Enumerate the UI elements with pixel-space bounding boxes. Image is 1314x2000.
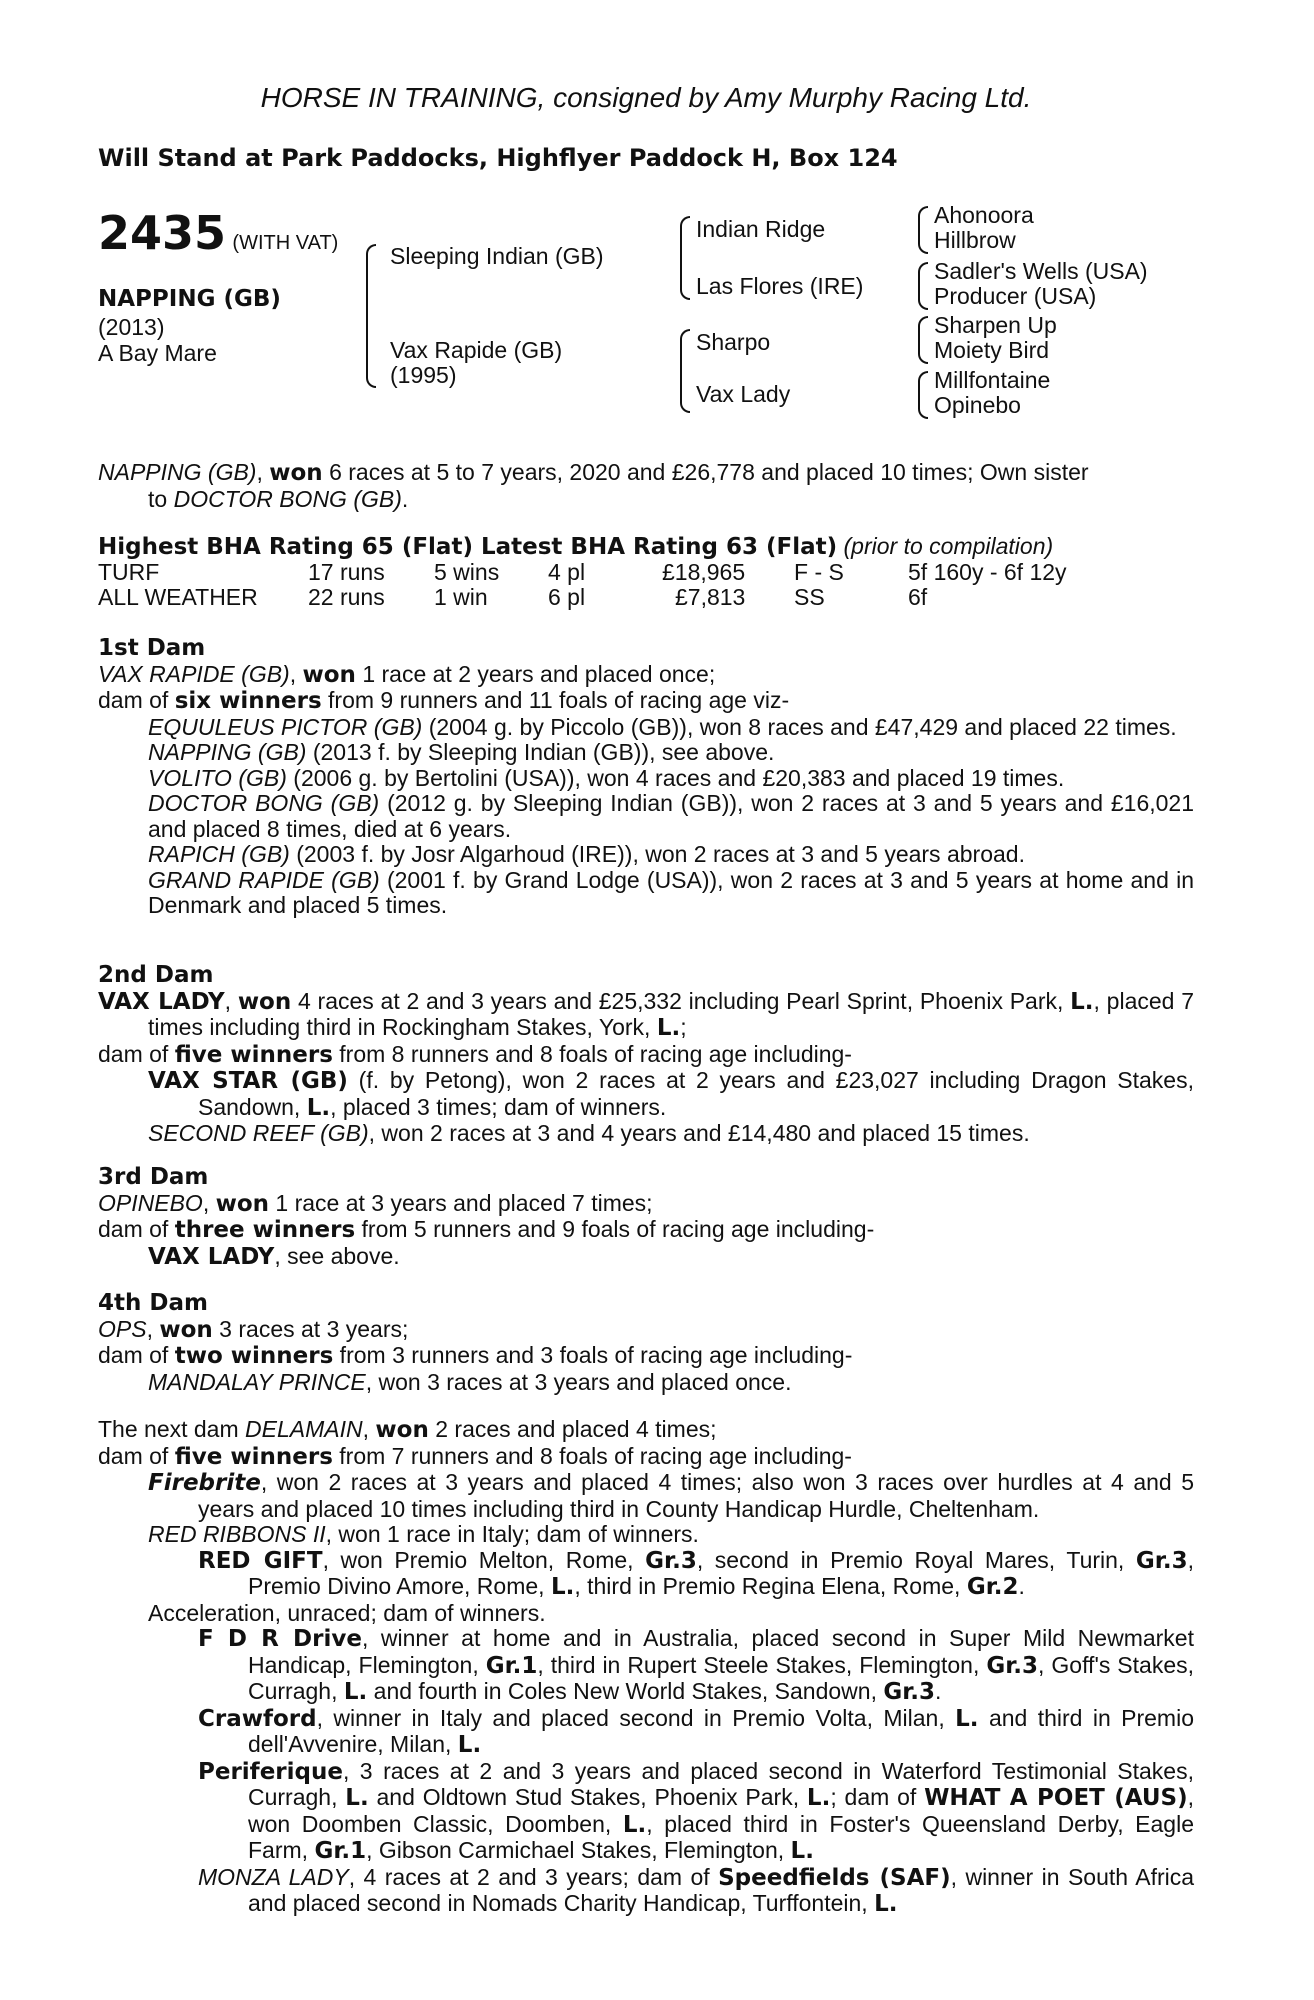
text: The next dam — [98, 1416, 246, 1442]
list-item — [98, 1244, 1194, 1271]
pedigree-g3-1 — [934, 203, 1034, 253]
text: , won 2 races at 3 years and placed 4 times; also won 3 races over hurdles at 4 and 5 years and placed 10 times including third in County Handicap Hurdle, Cheltenham. — [198, 1469, 1194, 1522]
dam-name: OPS — [98, 1315, 147, 1342]
text: from 7 runners and 8 foals of racing age including- — [332, 1442, 852, 1469]
text: (2012 g. by Sleeping Indian (GB)), won 2 races at 3 and 5 years and £16,021 and placed 8 times, died at 6 years. — [148, 790, 1194, 842]
pedigree-g3-2 — [934, 259, 1148, 309]
section-heading: 4th Dam — [98, 1290, 208, 1316]
list-item — [98, 1706, 1194, 1759]
list-item — [98, 1626, 1194, 1706]
won-label: won — [159, 1316, 213, 1343]
text: , see above. — [274, 1242, 400, 1269]
table-row — [98, 560, 1194, 585]
winners-count: two winners — [174, 1343, 334, 1369]
pedigree-brace — [918, 371, 928, 419]
winners-count: six winners — [174, 688, 322, 714]
runs: 17 runs — [308, 559, 385, 585]
text: , won 1 race in Italy; dam of winners. — [325, 1521, 699, 1547]
next-dam-section — [98, 1417, 1194, 1918]
text: , won Premio Melton, Rome, — [322, 1546, 646, 1573]
grade-label: L. — [955, 1705, 979, 1732]
pedigree-brace — [918, 206, 928, 254]
grade-label: L. — [656, 1015, 681, 1041]
text: , Premio Divino Amore, Rome, — [248, 1546, 1194, 1599]
list-item — [98, 1370, 1194, 1396]
list-item — [98, 766, 1194, 792]
dam-name: OPINEBO — [98, 1189, 203, 1216]
text: 2 races and placed 4 times; — [428, 1416, 717, 1442]
surface: TURF — [98, 559, 160, 585]
second-dam-section — [98, 963, 1194, 1147]
text: from 3 runners and 3 foals of racing age including- — [333, 1342, 853, 1368]
progeny-name: MONZA LADY — [198, 1863, 349, 1890]
progeny-name: Firebrite — [148, 1470, 261, 1496]
progeny-name: Crawford — [198, 1705, 317, 1732]
pedigree-sds: Sadler's Wells (USA) — [934, 258, 1148, 284]
pedigree-sire-dam: Las Flores (IRE) — [696, 273, 864, 299]
list-item — [98, 1759, 1194, 1865]
text: , won Doomben Classic, Doomben, — [248, 1784, 1195, 1837]
grade-label: Gr.1 — [314, 1838, 367, 1864]
pedigree-brace — [680, 216, 690, 300]
pedigree-sire: Sleeping Indian (GB) — [390, 243, 604, 269]
text: dam of — [98, 1040, 175, 1067]
pedigree-dam-sire: Sharpo — [696, 329, 771, 355]
list-item — [98, 842, 1194, 868]
text: , — [224, 987, 238, 1014]
list-item — [98, 1548, 1194, 1601]
pedigree-brace — [918, 262, 928, 310]
winners-count: three winners — [174, 1217, 356, 1243]
pedigree-dsd: Moiety Bird — [934, 337, 1050, 363]
pedigree-ssd: Hillbrow — [934, 227, 1016, 253]
intro-text: . — [401, 485, 409, 512]
intro-text: to — [148, 485, 174, 512]
horse-name: NAPPING (GB) — [98, 286, 281, 312]
text: , winner in South Africa and placed second in Nomads Charity Handicap, Turffontein, — [248, 1863, 1195, 1916]
pedigree-g3-3 — [934, 313, 1057, 363]
text: dam of — [98, 1342, 175, 1368]
pedigree-ddd: Opinebo — [934, 392, 1021, 418]
grade-label: L. — [790, 1838, 814, 1864]
text: . — [935, 1678, 942, 1704]
progeny-name: SECOND REEF (GB) — [148, 1120, 369, 1146]
progeny-name: WHAT A POET (AUS) — [924, 1785, 1188, 1811]
winners-count: five winners — [174, 1041, 333, 1068]
text: and third in Premio dell'Avvenire, Milan, — [248, 1704, 1194, 1757]
section-heading: 1st Dam — [98, 635, 206, 661]
dam-name: DELAMAIN — [245, 1416, 363, 1442]
grade-label: L. — [306, 1094, 331, 1121]
section-heading: 2nd Dam — [98, 962, 214, 988]
grade-label: Gr.3 — [1135, 1547, 1188, 1574]
pedigree-brace — [918, 316, 928, 364]
text: , Gibson Carmichael Stakes, Flemington, — [366, 1837, 791, 1863]
text: (2013 f. by Sleeping Indian (GB)), see above. — [306, 739, 775, 765]
text: , third in Rupert Steele Stakes, Flemington, — [537, 1651, 987, 1678]
text: , 3 races at 2 and 3 years and placed second in Waterford Testimonial Stakes, Curragh, — [248, 1757, 1194, 1810]
race-stats-table — [98, 560, 1194, 610]
grade-label: L. — [874, 1891, 898, 1917]
intro-text: 6 races at 5 to 7 years, 2020 and £26,778 and placed 10 times; Own sister — [322, 459, 1089, 485]
text: ; — [680, 1014, 687, 1040]
rating-note: (prior to compilation) — [843, 533, 1054, 559]
grade-label: Gr.1 — [485, 1652, 538, 1679]
going: SS — [794, 584, 825, 610]
grade-label: L. — [343, 1679, 368, 1705]
text: 1 race at 3 years and placed 7 times; — [269, 1189, 653, 1216]
text: , Goff's Stakes, Curragh, — [248, 1651, 1195, 1704]
dam-name: VAX RAPIDE (GB) — [98, 660, 290, 687]
winners-count: five winners — [174, 1443, 333, 1470]
text: , — [362, 1416, 376, 1442]
text: , — [146, 1315, 160, 1342]
text: dam of — [98, 687, 175, 713]
pedigree-dam-name: Vax Rapide (GB) — [390, 337, 563, 363]
placed: 4 pl — [548, 559, 586, 585]
won-label: won — [302, 661, 356, 688]
horse-description: A Bay Mare — [98, 340, 217, 366]
grade-label: L. — [806, 1785, 831, 1811]
text: (f. by Petong), won 2 races at 2 years and £23,027 including Dragon Stakes, Sandown, — [198, 1067, 1194, 1120]
list-item — [98, 791, 1194, 842]
prize: £7,813 — [675, 584, 746, 610]
text: from 5 runners and 9 foals of racing age including- — [355, 1216, 875, 1242]
progeny-name: RAPICH (GB) — [148, 841, 290, 867]
table-row — [98, 585, 1194, 610]
pedigree-sdd: Producer (USA) — [934, 283, 1097, 309]
text: , third in Premio Regina Elena, Rome, — [574, 1573, 967, 1599]
pedigree-dss: Sharpen Up — [934, 312, 1057, 338]
pedigree-g3-4 — [934, 368, 1050, 418]
race-record-summary: NAPPING (GB), won 6 races at 5 to 7 years, 2020 and £26,778 and placed 10 times; Own sister to DOCTOR BONG (GB). — [98, 459, 1089, 512]
bha-rating-heading — [98, 533, 1194, 560]
text: and fourth in Coles New World Stakes, Sandown, — [367, 1678, 884, 1704]
pedigree-brace — [680, 329, 690, 413]
text: ; dam of — [830, 1784, 925, 1810]
text: 1 race at 2 years and placed once; — [355, 660, 716, 687]
progeny-name: NAPPING (GB) — [148, 739, 307, 765]
list-item — [98, 1470, 1194, 1522]
text: , placed third in Foster's Queensland Derby, Eagle Farm, — [248, 1810, 1195, 1863]
text: from 8 runners and 8 foals of racing age including- — [332, 1040, 852, 1067]
text: , won 3 races at 3 years and placed once. — [365, 1368, 792, 1395]
progeny-name: DOCTOR BONG (GB) — [148, 790, 380, 816]
distance: 6f — [908, 584, 928, 610]
grade-label: Gr.3 — [645, 1547, 697, 1574]
text: and Oldtown Stud Stakes, Phoenix Park, — [368, 1784, 807, 1810]
text: dam of — [98, 1216, 175, 1242]
progeny-name: Periferique — [198, 1758, 343, 1785]
text: dam of — [98, 1442, 175, 1469]
text: (2006 g. by Bertolini (USA)), won 4 races and £20,383 and placed 19 times. — [286, 764, 1065, 791]
grade-label: L. — [550, 1574, 575, 1600]
grade-label: L. — [345, 1785, 369, 1811]
progeny-name: Speedfields (SAF) — [718, 1864, 951, 1891]
text: 4 races at 2 and 3 years and £25,332 including Pearl Sprint, Phoenix Park, — [291, 987, 1071, 1014]
text: , — [289, 660, 303, 687]
won-label: won — [215, 1190, 270, 1217]
rating-heading: Highest BHA Rating 65 (Flat) Latest BHA Rating 63 (Flat) — [98, 534, 838, 560]
lot-block — [98, 206, 338, 260]
wins: 5 wins — [434, 559, 500, 585]
progeny-name: EQUULEUS PICTOR (GB) — [148, 713, 423, 740]
progeny-name: F D R Drive — [198, 1626, 362, 1652]
consignor-header: HORSE IN TRAINING, consigned by Amy Murphy Racing Ltd. — [260, 82, 1032, 113]
text: , — [202, 1189, 216, 1216]
text: (2001 f. by Grand Lodge (USA)), won 2 races at 3 and 5 years at home and in Denmark and placed 5 times. — [148, 866, 1194, 918]
progeny-name: MANDALAY PRINCE — [148, 1368, 366, 1395]
pedigree-dam — [390, 338, 562, 388]
list-item — [98, 1068, 1194, 1121]
runs: 22 runs — [308, 584, 385, 610]
first-dam-section — [98, 636, 1194, 919]
pedigree-brace — [366, 244, 376, 388]
won-label: won — [269, 460, 323, 486]
grade-label: Gr.3 — [986, 1652, 1039, 1679]
list-item — [98, 740, 1194, 766]
horse-year: (2013) — [98, 314, 165, 340]
pedigree-dam-dam: Vax Lady — [696, 381, 791, 407]
progeny-name: GRAND RAPIDE (GB) — [148, 866, 380, 893]
placed: 6 pl — [548, 584, 586, 610]
surface: ALL WEATHER — [98, 584, 258, 610]
dam-name: VAX LADY — [98, 988, 225, 1015]
distance: 5f 160y - 6f 12y — [908, 559, 1067, 585]
text: , placed 3 times; dam of winners. — [330, 1093, 667, 1120]
text: , won 2 races at 3 and 4 years and £14,480 and placed 15 times. — [368, 1120, 1030, 1146]
wins: 1 win — [434, 584, 488, 610]
stand-location: Will Stand at Park Paddocks, Highflyer Paddock H, Box 124 — [98, 144, 898, 172]
lot-vat-note: (WITH VAT) — [232, 232, 339, 254]
text: Acceleration, unraced; dam of winners. — [148, 1599, 546, 1626]
section-heading: 3rd Dam — [98, 1164, 209, 1190]
list-item — [98, 1865, 1194, 1918]
third-dam-section — [98, 1165, 1194, 1270]
text: (2003 f. by Josr Algarhoud (IRE)), won 2 races at 3 and 5 years abroad. — [289, 841, 1025, 867]
won-label: won — [237, 988, 292, 1015]
pedigree-sss: Ahonoora — [934, 202, 1034, 228]
progeny-name: RED RIBBONS II — [148, 1521, 326, 1547]
prize: £18,965 — [662, 559, 746, 585]
grade-label: L. — [457, 1732, 482, 1758]
lot-number: 2435 — [98, 206, 227, 260]
text: , 4 races at 2 and 3 years; dam of — [348, 1863, 719, 1890]
grade-label: Gr.3 — [883, 1679, 936, 1705]
going: F - S — [794, 559, 844, 585]
progeny-name: VAX LADY — [148, 1243, 275, 1270]
text: , winner in Italy and placed second in Premio Volta, Milan, — [316, 1704, 956, 1731]
sibling-ref: DOCTOR BONG (GB) — [173, 485, 402, 512]
list-item — [98, 1121, 1194, 1147]
list-item — [98, 1522, 1194, 1548]
text: (2004 g. by Piccolo (GB)), won 8 races and £47,429 and placed 22 times. — [422, 713, 1177, 740]
won-label: won — [375, 1417, 429, 1443]
list-item — [98, 868, 1194, 919]
progeny-name: VOLITO (GB) — [148, 764, 287, 791]
text: , winner at home and in Australia, placed second in Super Mild Newmarket Handicap, Flemington, — [248, 1625, 1194, 1678]
pedigree-sire-sire: Indian Ridge — [696, 216, 826, 242]
text: 3 races at 3 years; — [212, 1315, 409, 1342]
grade-label: Gr.2 — [966, 1574, 1019, 1600]
text: from 9 runners and 11 foals of racing age viz- — [321, 687, 790, 713]
text: , second in Premio Royal Mares, Turin, — [696, 1546, 1136, 1573]
text: , placed 7 times including third in Rockingham Stakes, York, — [148, 987, 1194, 1040]
horse-ref: NAPPING (GB) — [98, 459, 257, 485]
list-item — [98, 715, 1194, 741]
pedigree-dds: Millfontaine — [934, 367, 1051, 393]
progeny-name: RED GIFT — [198, 1547, 323, 1574]
pedigree-dam-year: (1995) — [390, 362, 457, 388]
grade-label: L. — [1070, 988, 1094, 1015]
progeny-name: VAX STAR (GB) — [148, 1068, 348, 1094]
grade-label: L. — [622, 1811, 647, 1838]
list-item — [98, 1601, 1194, 1627]
text: . — [1018, 1573, 1025, 1599]
fourth-dam-section — [98, 1291, 1194, 1395]
